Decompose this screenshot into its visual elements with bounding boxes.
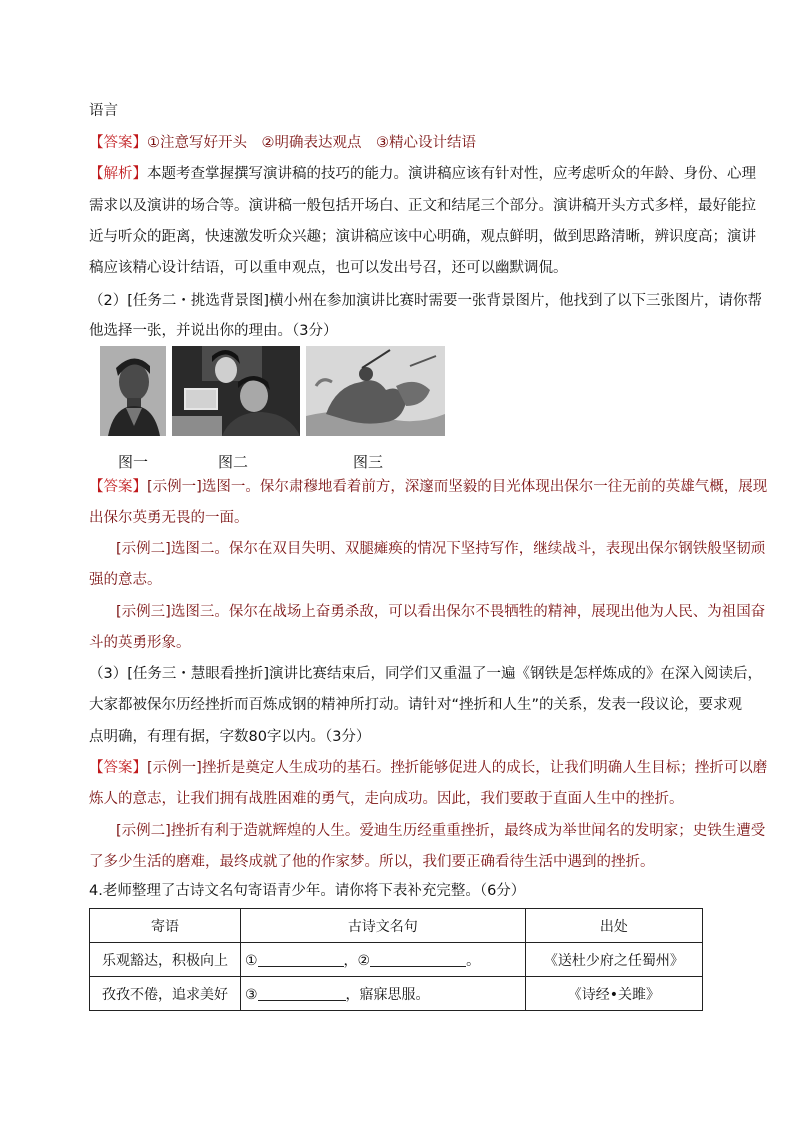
figure-row — [100, 346, 445, 438]
row-line: ① ，② 。 — [240, 943, 525, 977]
task3-answer-line-2: 炼人的意志，让我们拥有战胜困难的勇气，走向成功。因此，我们要敢于直面人生中的挫折。 — [89, 791, 684, 807]
question-4-title: 4.老师整理了古诗文名句寄语青少年。请你将下表补充完整。（6分） — [89, 883, 526, 899]
battle-image — [306, 346, 445, 436]
analysis-line-2: 需求以及演讲的场合等。演讲稿一般包括开场白、正文和结尾三个部分。演讲稿开头方式多样，最好能拉 — [89, 198, 756, 214]
row-message: 孜孜不倦，追求美好 — [90, 977, 241, 1011]
task3-answer-line-1: 【答案】[示例一]挫折是奠定人生成功的基石。挫折能够促进人的成长，让我们明确人生目标；挫折可以磨 — [89, 760, 768, 776]
header-source: 出处 — [525, 909, 702, 943]
task2-answer-line-1: 【答案】[示例一]选图一。保尔肃穆地看着前方，深邃而坚毅的目光体现出保尔一往无前的英雄气概，展现 — [89, 479, 768, 495]
row-source: 《送杜少府之任蜀州》 — [525, 943, 702, 977]
question-task2-line-1: （2）[任务二・挑选背景图]横小州在参加演讲比赛时需要一张背景图片，他找到了以下三张图片，请你帮 — [89, 293, 763, 309]
answer-tag: 【答案】 — [89, 760, 147, 776]
analysis-tag: 【解析】 — [89, 166, 147, 182]
task2-answer-line-2: 出保尔英勇无畏的一面。 — [89, 510, 249, 526]
analysis-line-1: 【解析】本题考查掌握撰写演讲稿的技巧的能力。演讲稿应该有针对性，应考虑听众的年龄、身份、心理 — [89, 166, 756, 182]
question-task2-line-2: 他选择一张，并说出你的理由。（3分） — [89, 323, 338, 339]
task3-answer-line-3: [示例二]挫折有利于造就辉煌的人生。爱迪生历经重重挫折，最终成为举世闻名的发明家；史铁生遭受 — [116, 823, 766, 839]
table-header-row — [90, 909, 703, 943]
question-task3-line-3: 点明确，有理有据，字数80字以内。（3分） — [89, 729, 371, 745]
row-message: 乐观豁达，积极向上 — [90, 943, 241, 977]
table-row — [90, 977, 703, 1011]
poem-table — [89, 908, 703, 1011]
answer-line — [89, 133, 476, 153]
question-task3-line-1: （3）[任务三・慧眼看挫折]演讲比赛结束后，同学们又重温了一遍《钢铁是怎样炼成的》在深入阅读后， — [89, 666, 763, 682]
task2-answer-line-6: 斗的英勇形象。 — [89, 635, 191, 651]
header-line: 古诗文名句 — [240, 909, 525, 943]
reading-couple-image — [172, 346, 300, 436]
row-line: ③ ，寤寐思服。 — [240, 977, 525, 1011]
task2-answer-line-5: [示例三]选图三。保尔在战场上奋勇杀敌，可以看出保尔不畏牺牲的精神，展现出他为人民、为祖国奋 — [116, 604, 766, 620]
blank-2[interactable] — [370, 952, 466, 967]
analysis-line-4: 稿应该精心设计结语，可以重申观点，也可以发出号召，还可以幽默调侃。 — [89, 260, 568, 276]
answer-tag: 【答案】 — [89, 135, 147, 151]
figure-3-caption: 图三 — [353, 453, 384, 471]
analysis-line-3: 近与听众的距离，快速激发听众兴趣；演讲稿应该中心明确，观点鲜明，做到思路清晰，辨识度高；演讲 — [89, 229, 756, 245]
answer-tag: 【答案】 — [89, 479, 147, 495]
header-message: 寄语 — [90, 909, 241, 943]
task2-answer-line-4: 强的意志。 — [89, 572, 162, 588]
answer-text: ①注意写好开头 ②明确表达观点 ③精心设计结语 — [147, 135, 476, 151]
blank-1[interactable] — [258, 952, 344, 967]
portrait-image — [100, 346, 166, 436]
figure-1-caption: 图一 — [118, 453, 149, 471]
task3-answer-line-4: 了多少生活的磨难，最终成就了他的作家梦。所以，我们要正确看待生活中遇到的挫折。 — [89, 854, 655, 870]
table-row — [90, 943, 703, 977]
figure-2-caption: 图二 — [218, 453, 249, 471]
section-label: 语言 — [89, 103, 118, 119]
blank-3[interactable] — [258, 986, 346, 1001]
row-source: 《诗经•关雎》 — [525, 977, 702, 1011]
task2-answer-line-3: [示例二]选图二。保尔在双目失明、双腿瘫痪的情况下坚持写作，继续战斗，表现出保尔钢铁般坚韧顽 — [116, 541, 766, 557]
question-task3-line-2: 大家都被保尔历经挫折而百炼成钢的精神所打动。请针对“挫折和人生”的关系，发表一段议论，要求观 — [89, 697, 743, 713]
